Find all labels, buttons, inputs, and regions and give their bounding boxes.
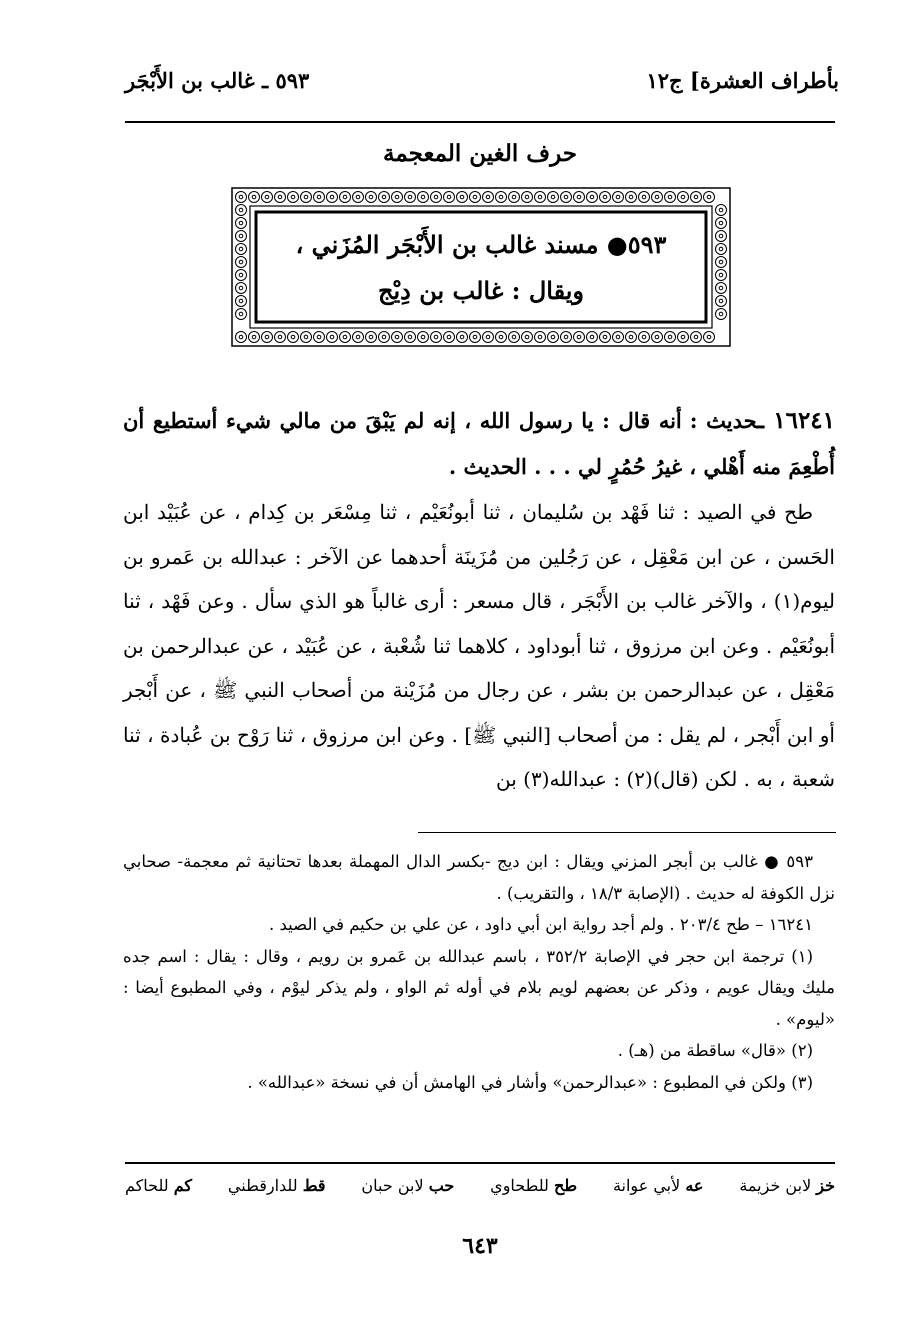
ornament-link (353, 332, 364, 343)
ornament-link (574, 332, 585, 343)
ornament-dot (369, 335, 373, 339)
ornament-link (340, 192, 351, 203)
hadith-text: أنه قال : يا رسول الله ، إنه لم يَبْقَ من مالي شيء أستطيع أن أُطْعِمَ منه أَهْلي ، غيرُ حُمُرٍ لي . . . الحديث . (123, 408, 835, 479)
isnad-text: طح في الصيد : ثنا فَهْد بن سُليمان ، ثنا أبونُعَيْم ، ثنا مِسْعَر بن كِدام ، عن عُبَيْد ابن الحَسن ، عن ابن مَعْقِل ، عن رَجُلين من مُزَينَة أحدهما عن الآخر : عبدالله بن عَمرو بن ليوم(١) ، والآخر غالب بن الأَبْجَر ، قال مسعر : أرى غالباً هو الذي سأل . وعن فَهْد ، ثنا أبونُعَيْم . وعن ابن مرزوق ، ثنا أبوداود ، كلاهما ثنا شُعْبة ، عن عُبَيْد ، عن عبدالرحمن بن مَعْقِل ، عن عبدالرحمن بن بشر ، عن رجال من مُزَيْنة من أصحاب النبي ﷺ ، عن أَبْجر أو ابن أَبْجر ، لم يقل : من أصحاب [النبي ﷺ] . وعن ابن مرزوق ، ثنا رَوْح بن عُبادة ، ثنا شعبة ، به . لكن (قال)(٢) : عبدالله(٣) بن (123, 500, 835, 791)
ornament-link (249, 332, 260, 343)
ornament-dot (525, 195, 529, 199)
ornament-dot (278, 195, 282, 199)
ornament-link (626, 332, 637, 343)
ornament-link (392, 192, 403, 203)
ornament-dot (642, 335, 646, 339)
ornament-link (691, 332, 702, 343)
ornament-dot (460, 335, 464, 339)
ornament-dot (291, 335, 295, 339)
ornament-link (249, 192, 260, 203)
ornament-dot (499, 335, 503, 339)
heading-line-2: ويقال : غالب بن دِيْج (378, 276, 584, 305)
ornament-dot (707, 335, 711, 339)
page-number: ٦٤٣ (462, 1233, 498, 1259)
ornament-link (262, 192, 273, 203)
ornament-dot (512, 195, 516, 199)
ornament-link (704, 332, 715, 343)
footnote: ١٦٢٤١ – طح ٢٠٣/٤ . ولم أجد رواية ابن أبي داود ، عن علي بن حكيم في الصيد . (269, 915, 813, 934)
ornament-link (288, 332, 299, 343)
abbrev-item: خز لابن خزيمة (739, 1176, 835, 1195)
ornament-dot (317, 195, 321, 199)
ornament-link (483, 192, 494, 203)
ornament-link (366, 192, 377, 203)
ornament-dot (408, 195, 412, 199)
footnote-rule (418, 832, 836, 833)
ornament-dot (317, 335, 321, 339)
ornament-link (639, 192, 650, 203)
ornament-dot (694, 195, 698, 199)
ornament-dot (421, 195, 425, 199)
ornament-dot (694, 335, 698, 339)
ornament-dot (356, 195, 360, 199)
ornament-link (236, 192, 247, 203)
header-rule (125, 121, 835, 123)
ornament-dot (304, 335, 308, 339)
ornament-link (288, 192, 299, 203)
ornament-dot (356, 335, 360, 339)
ornament-dot (382, 335, 386, 339)
abbrev-item: قط للدارقطني (227, 1176, 326, 1195)
ornament-link (301, 192, 312, 203)
ornament-dot (395, 335, 399, 339)
ornament-link (574, 192, 585, 203)
ornament-link (236, 332, 247, 343)
ornament-dot (291, 195, 295, 199)
ornament-link (652, 192, 663, 203)
ornament-dot (719, 208, 723, 212)
ornament-dot (655, 195, 659, 199)
ornament-link (379, 332, 390, 343)
ornament-dot (473, 195, 477, 199)
ornament-link (716, 205, 727, 216)
ornament-link (301, 332, 312, 343)
footnotes (123, 846, 835, 1098)
ornament-link (509, 332, 520, 343)
ornament-dot (655, 335, 659, 339)
ornament-link (457, 332, 468, 343)
ornament-dot (278, 335, 282, 339)
ornament-link (327, 192, 338, 203)
ornament-link (691, 192, 702, 203)
ornament-link (379, 192, 390, 203)
section-heading-box (230, 222, 732, 314)
ornament-dot (551, 335, 555, 339)
ornament-link (444, 192, 455, 203)
ornament-link (678, 332, 689, 343)
ornament-link (405, 332, 416, 343)
ornament-link (314, 192, 325, 203)
ornament-link (405, 192, 416, 203)
ornament-dot (564, 335, 568, 339)
running-header (125, 60, 839, 104)
ornament-link (600, 332, 611, 343)
ornament-link (275, 192, 286, 203)
ornament-dot (525, 335, 529, 339)
ornament-link (340, 332, 351, 343)
ornament-link (509, 192, 520, 203)
ornament-dot (590, 195, 594, 199)
ornament-dot (239, 335, 243, 339)
ornament-dot (369, 195, 373, 199)
ornament-link (418, 192, 429, 203)
ornament-link (496, 332, 507, 343)
ornament-link (548, 192, 559, 203)
ornament-dot (265, 195, 269, 199)
ornament-dot (460, 195, 464, 199)
ornament-link (457, 192, 468, 203)
footnote: (٣) ولكن في المطبوع : «عبدالرحمن» وأشار في الهامش أن في نسخة «عبدالله» . (247, 1072, 813, 1092)
ornament-dot (447, 335, 451, 339)
ornament-dot (538, 335, 542, 339)
ornament-dot (239, 195, 243, 199)
ornament-dot (434, 195, 438, 199)
ornament-dot (499, 195, 503, 199)
ornament-link (444, 332, 455, 343)
abbrev-item: كم للحاكم (125, 1176, 193, 1195)
ornament-dot (668, 335, 672, 339)
ornament-dot (434, 335, 438, 339)
ornament-link (366, 332, 377, 343)
ornament-link (522, 332, 533, 343)
ornament-link (431, 332, 442, 343)
ornament-dot (616, 335, 620, 339)
section-title: حرف الغين المعجمة (383, 140, 577, 167)
ornament-link (431, 192, 442, 203)
ornament-dot (252, 195, 256, 199)
hadith-entry (123, 398, 835, 490)
ornament-dot (538, 195, 542, 199)
ornament-link (535, 192, 546, 203)
abbreviations-rule (125, 1162, 835, 1164)
ornament-dot (265, 335, 269, 339)
ornament-link (587, 192, 598, 203)
ornament-link (548, 332, 559, 343)
abbrev-item: طح للطحاوي (490, 1176, 578, 1195)
ornament-dot (707, 195, 711, 199)
ornament-link (561, 192, 572, 203)
ornament-dot (421, 335, 425, 339)
ornament-dot (304, 195, 308, 199)
ornament-dot (668, 195, 672, 199)
ornament-link (327, 332, 338, 343)
ornament-link (483, 332, 494, 343)
ornament-dot (629, 195, 633, 199)
ornament-dot (577, 195, 581, 199)
abbreviations-key (125, 1176, 835, 1195)
ornament-dot (330, 195, 334, 199)
ornament-dot (343, 195, 347, 199)
entry-number: ١٦٢٤١ ـ (757, 407, 836, 434)
ornament-dot (603, 335, 607, 339)
ornament-dot (551, 195, 555, 199)
ornament-link (353, 192, 364, 203)
ornament-dot (603, 195, 607, 199)
ornament-link (275, 332, 286, 343)
ornament-dot (564, 195, 568, 199)
footnote: ٥٩٣ ● غالب بن أبجر المزني ويقال : ابن ديج -بكسر الدال المهملة بعدها تحتانية ثم معجمة- صحابي نزل الكوفة له حديث . (الإصابة ١٨/٣ ، والتقريب) . (123, 852, 835, 903)
ornament-link (600, 192, 611, 203)
ornament-dot (252, 335, 256, 339)
ornament-link (314, 332, 325, 343)
ornament-dot (382, 195, 386, 199)
hadith-label: حديث : (689, 408, 758, 433)
ornament-dot (330, 335, 334, 339)
ornament-dot (577, 335, 581, 339)
ornament-link (678, 192, 689, 203)
ornament-link (535, 332, 546, 343)
ornament-link (392, 332, 403, 343)
ornament-link (561, 332, 572, 343)
ornament-dot (616, 195, 620, 199)
ornament-dot (642, 195, 646, 199)
ornament-link (522, 192, 533, 203)
ornament-link (704, 192, 715, 203)
ornament-dot (486, 335, 490, 339)
heading-line-1: ٥٩٣● مسند غالب بن الأَبْجَر المُزَني ، (295, 230, 667, 259)
ornament-link (652, 332, 663, 343)
ornament-link (418, 332, 429, 343)
ornament-link (470, 332, 481, 343)
abbrev-item: عه لأبي عوانة (612, 1176, 704, 1195)
ornament-dot (486, 195, 490, 199)
footnote: (٢) «قال» ساقطة من (هـ) . (617, 1041, 813, 1060)
ornament-link (613, 192, 624, 203)
ornament-dot (408, 335, 412, 339)
ornament-link (639, 332, 650, 343)
ornamental-frame (230, 186, 732, 348)
ornament-dot (343, 335, 347, 339)
ornament-link (665, 192, 676, 203)
ornament-link (665, 332, 676, 343)
ornament-dot (590, 335, 594, 339)
ornament-dot (681, 335, 685, 339)
ornament-dot (681, 195, 685, 199)
ornament-link (236, 205, 247, 216)
ornament-link (262, 332, 273, 343)
ornament-dot (447, 195, 451, 199)
ornament-dot (512, 335, 516, 339)
ornament-link (470, 192, 481, 203)
footnote: (١) ترجمة ابن حجر في الإصابة ٣٥٢/٢ ، باسم عبدالله بن عَمرو بن رويم ، وقال : يقال : اسم جده مليك ويقال عويم ، وذكر عن بعضهم لويم بلام في أوله ثم الواو ، ولم يذكر ليوْم ، وفي المطبوع أيضا : «ليوم» . (123, 946, 835, 1029)
ornament-link (613, 332, 624, 343)
ornament-dot (629, 335, 633, 339)
ornament-dot (239, 208, 243, 212)
header-book-title: بأطراف العشرة] ج١٢ (646, 68, 839, 93)
ornament-link (626, 192, 637, 203)
header-entry-title: ٥٩٣ ـ غالب بن الأَبْجَر (125, 68, 310, 93)
ornament-link (587, 332, 598, 343)
ornament-dot (473, 335, 477, 339)
ornament-link (496, 192, 507, 203)
ornament-dot (395, 195, 399, 199)
isnad-paragraph (123, 490, 835, 802)
abbrev-item: حب لابن حبان (361, 1176, 455, 1195)
